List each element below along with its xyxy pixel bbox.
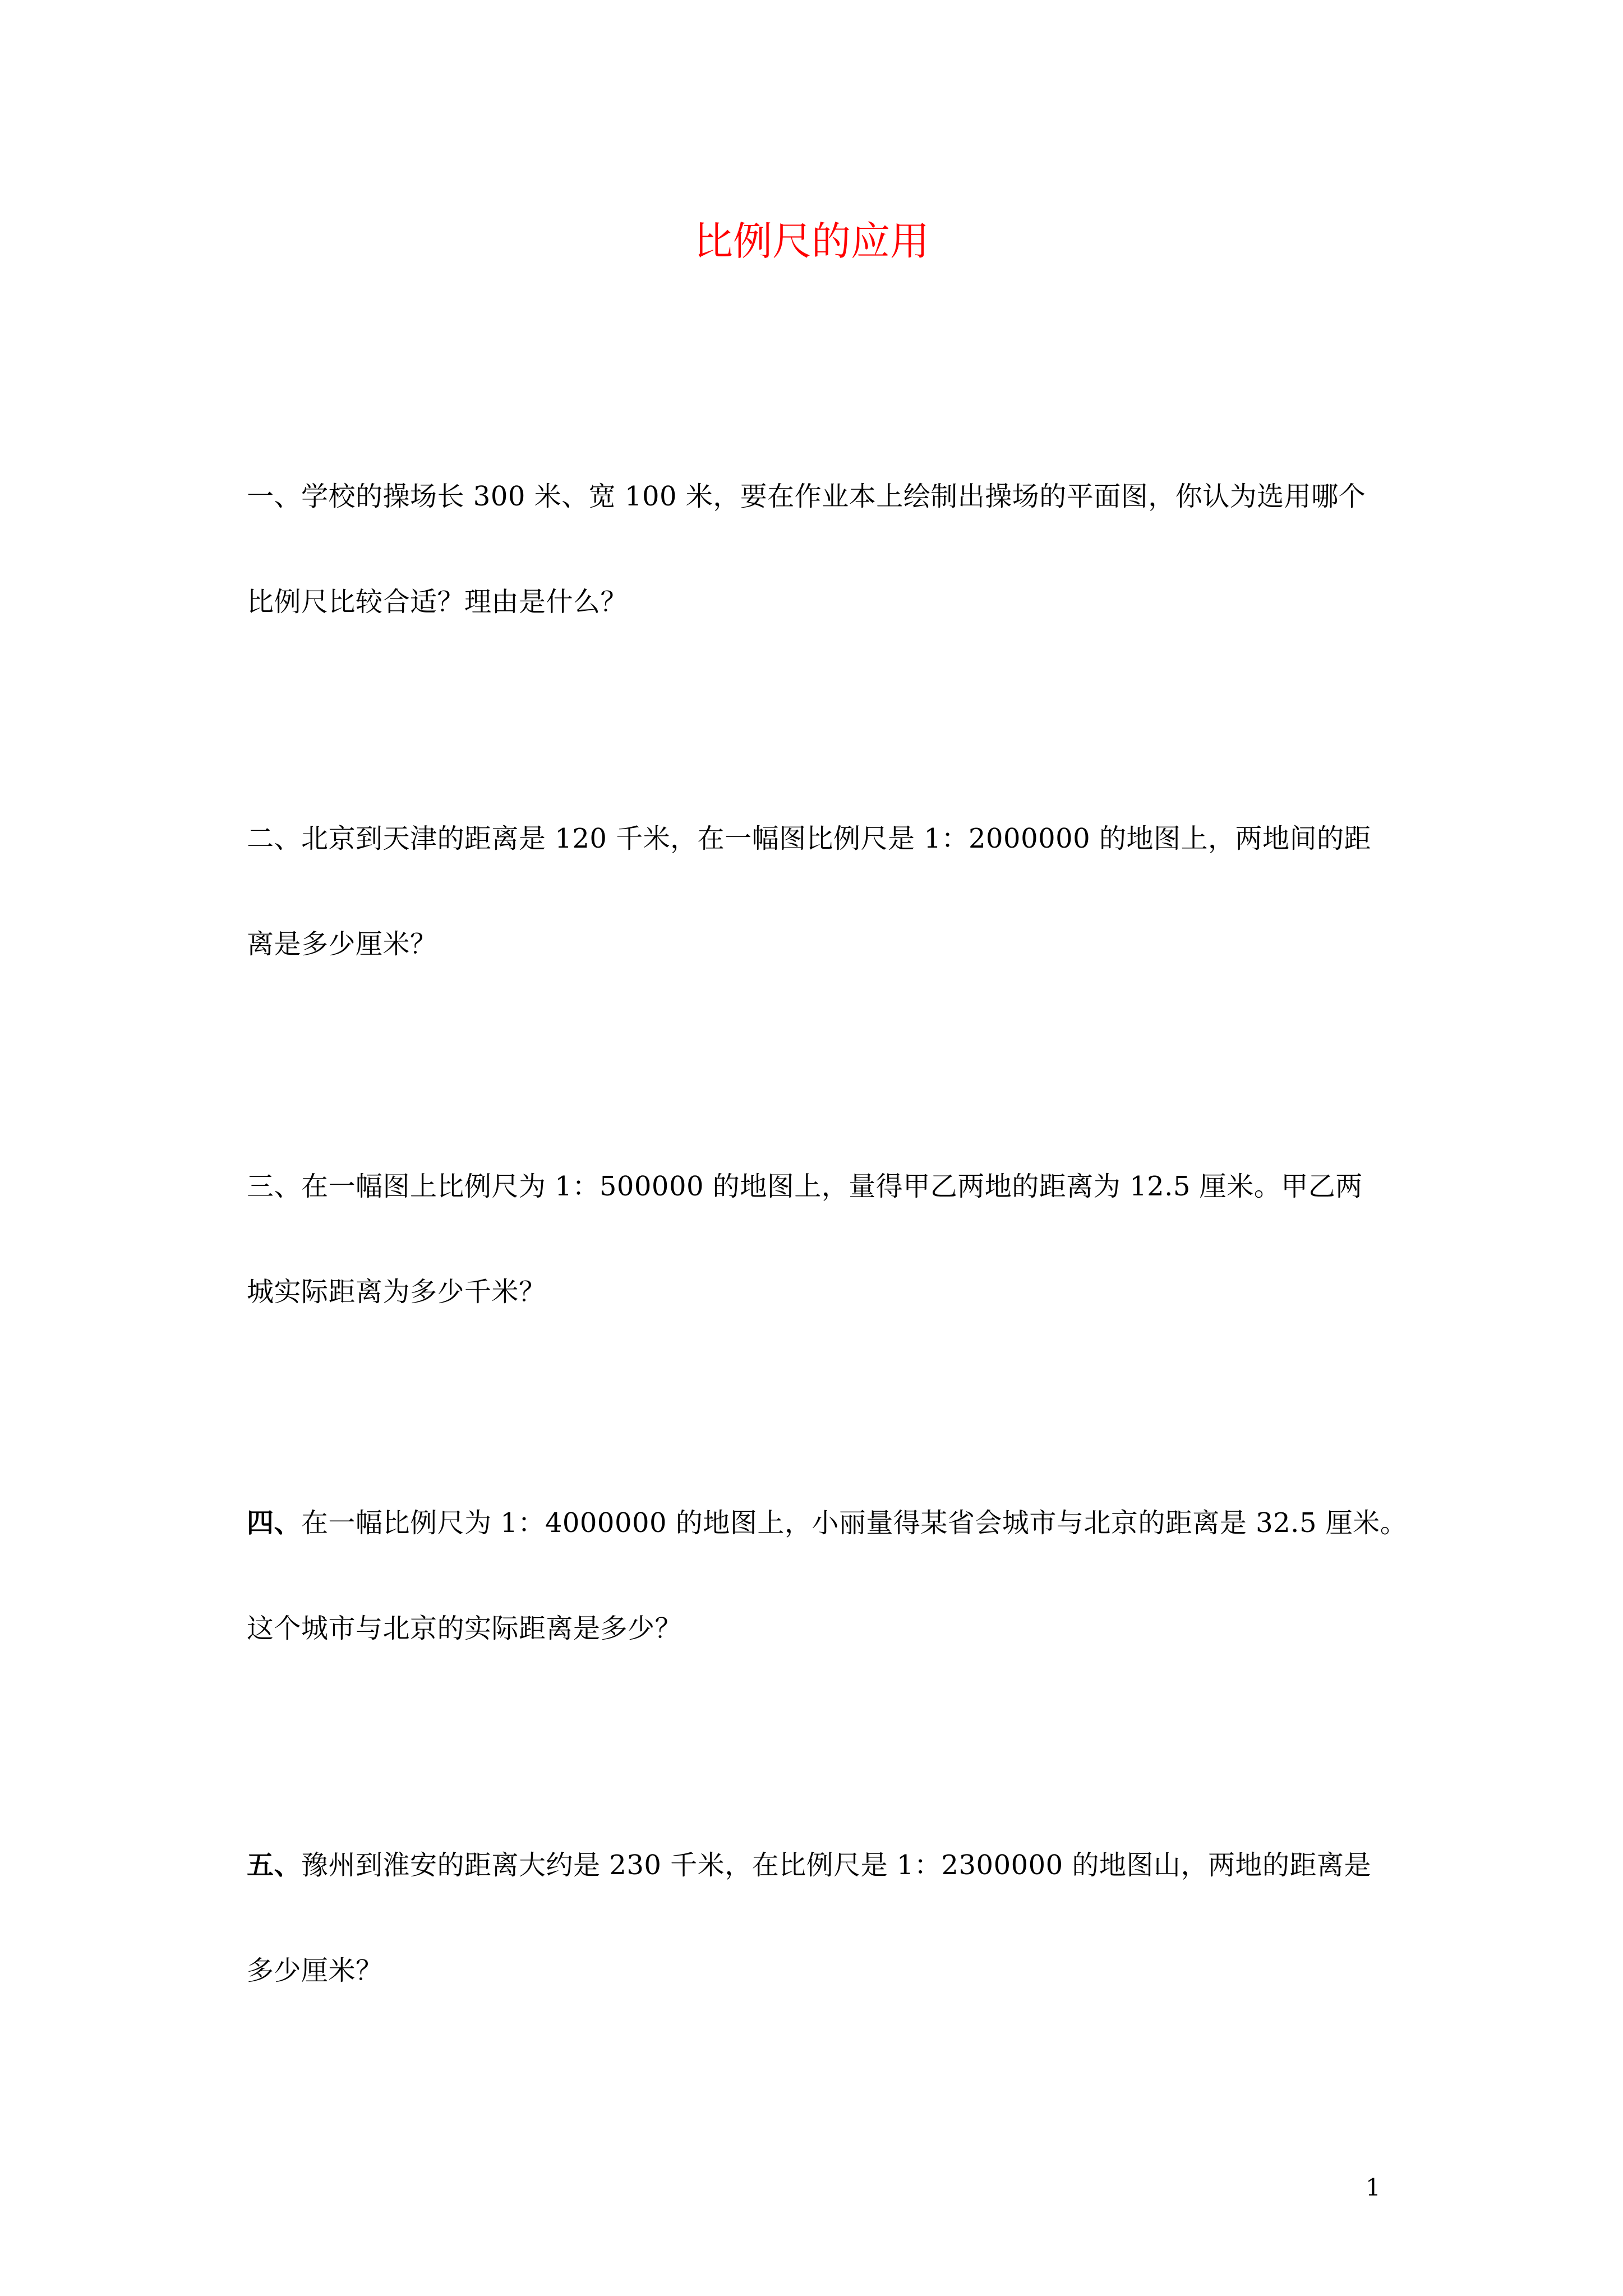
question-number: 二、 <box>247 823 302 854</box>
question-3-line-2: 城实际距离为多少千米？ <box>247 1276 546 1308</box>
question-4-line-1 <box>247 1506 1407 1540</box>
question-number: 五、 <box>247 1849 302 1881</box>
page-number: 1 <box>1366 2174 1381 2201</box>
question-text: 在一幅比例尺为 1：4000000 的地图上，小丽量得某省会城市与北京的距离是 32.5 厘米。 <box>301 1507 1408 1539</box>
page-title: 比例尺的应用 <box>694 218 929 264</box>
question-text: 在一幅图上比例尺为 1：500000 的地图上，量得甲乙两地的距离为 12.5 厘米。甲乙两 <box>301 1171 1363 1202</box>
question-text: 学校的操场长 300 米、宽 100 米，要在作业本上绘制出操场的平面图，你认为选用哪个 <box>301 481 1366 512</box>
question-5-line-1 <box>247 1848 1371 1882</box>
question-number: 三、 <box>247 1171 302 1202</box>
question-5-line-2: 多少厘米？ <box>247 1955 383 1986</box>
question-2-line-2: 离是多少厘米？ <box>247 928 437 960</box>
question-text: 豫州到淮安的距离大约是 230 千米，在比例尺是 1：2300000 的地图山，两地的距离是 <box>301 1849 1371 1881</box>
question-1-line-1 <box>247 480 1366 513</box>
question-text: 北京到天津的距离是 120 千米，在一幅图比例尺是 1：2000000 的地图上，两地间的距 <box>301 823 1371 854</box>
question-2-line-1 <box>247 822 1371 855</box>
question-number: 四、 <box>247 1507 302 1539</box>
question-3-line-1 <box>247 1170 1363 1203</box>
question-4-line-2: 这个城市与北京的实际距离是多少？ <box>247 1613 683 1644</box>
question-1-line-2: 比例尺比较合适？理由是什么？ <box>247 586 628 618</box>
question-number: 一、 <box>247 481 302 512</box>
